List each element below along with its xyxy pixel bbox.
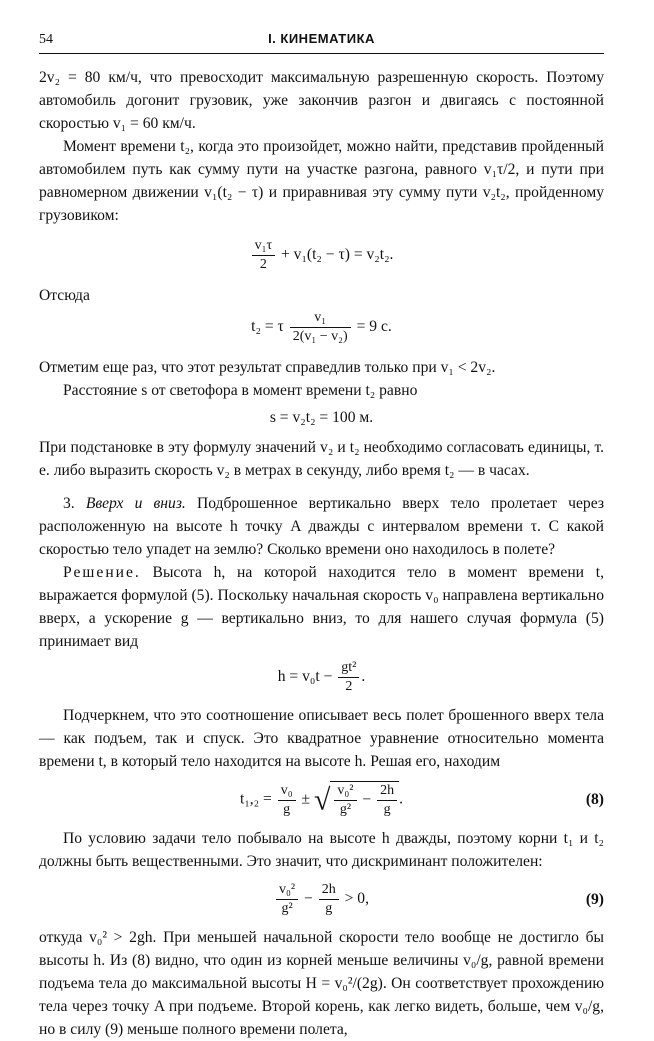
paragraph: По условию задачи тело побывало на высоте h дважды, поэтому корни t₁ и t₂ должны быть вещественными. Это значит, что дискриминант положителен:: [39, 830, 604, 870]
paragraph: 2v₂ = 80 км/ч, что превосходит максимальную разрешенную скорость. Поэтому автомобиль догонит грузовик, уже закончив разгон и двигаясь с постоянной скоростью v₁ = 60 км/ч.: [39, 69, 604, 132]
equation: [39, 408, 604, 428]
solution-text: Высота h, на которой находится тело в момент времени t, выражается формулой (5). Поскольку начальная скорость v₀ направлена вертикально вверх, а ускорение g — вертикально вниз, то для нашего случая формула (5) принимает вид: [39, 564, 604, 650]
denominator: 2: [259, 257, 267, 272]
equation-text: .: [361, 668, 366, 686]
radicand: [330, 781, 399, 819]
equation-number: (9): [585, 890, 604, 908]
numerator: 2h: [377, 782, 397, 801]
paragraph: Отсюда: [39, 287, 90, 304]
equation-text: h = v₀t −: [277, 668, 333, 686]
fraction: [377, 782, 397, 819]
plus-minus: ±: [301, 790, 311, 808]
fraction: [278, 782, 296, 819]
minus-sign: −: [362, 791, 372, 809]
numerator: v₁: [290, 309, 351, 328]
equation-text: t₁,₂ =: [239, 790, 272, 808]
denominator: g²: [339, 802, 352, 817]
denominator: g: [325, 901, 333, 916]
paragraph: откуда v₀² > 2gh. При меньшей начальной скорости тело вообще не достигло бы высоты h. Из (8) видно, что один из корней меньше величины v₀/g, равной времени подъема тела до максимальной высоты H = v₀²/(2g). Он соответствует прохождению тела через точку A при подъеме. Второй корень, как легко видеть, больше, чем v₀/g, но в силу (9) меньше полного времени полета,: [39, 929, 604, 1038]
equation-text: .: [399, 790, 404, 808]
minus-sign: −: [303, 890, 313, 908]
solution-label: Решение.: [63, 564, 141, 581]
page-header: [39, 31, 604, 54]
paragraph: При подстановке в эту формулу значений v₂ и t₂ необходимо согласовать единицы, т. е. либо выразить скорость v₂ в метрах в секунду, либо время t₂ — в часах.: [39, 439, 604, 479]
fraction: [319, 881, 339, 918]
problem-title: Вверх и вниз.: [85, 495, 186, 512]
equation: [39, 237, 604, 274]
equation-text: + v₁(t₂ − τ) = v₂t₂.: [280, 246, 394, 264]
fraction: [338, 659, 359, 696]
fraction: [334, 782, 356, 819]
radical-sign: √: [313, 783, 331, 817]
denominator: 2(v₁ − v₂): [292, 329, 348, 344]
equation: [39, 659, 604, 696]
problem-text: Подброшенное вертикально вверх тело пролетает через расположенную на высоте h точку A дважды с интервалом времени τ. С какой скоростью тело упадет на землю? Сколько времени оно находилось в полете?: [39, 495, 604, 558]
fraction: [290, 309, 351, 346]
equation-text: > 0,: [344, 890, 369, 908]
equation-text: t₂ = τ: [251, 318, 284, 336]
paragraph: Расстояние s от светофора в момент времени t₂ равно: [63, 382, 418, 399]
equation-text: s = v₂t₂ = 100 м.: [269, 409, 374, 426]
problem-number: 3.: [63, 495, 75, 512]
numerator: v₁τ: [252, 237, 276, 256]
square-root: [314, 781, 399, 819]
page-number: 54: [39, 32, 53, 47]
equation-number: (8): [585, 791, 604, 808]
denominator: g: [283, 801, 291, 817]
paragraph: Отметим еще раз, что этот результат справедлив только при v₁ < 2v₂.: [39, 359, 496, 376]
equation-text: = 9 с.: [356, 318, 392, 336]
paragraph: Подчеркнем, что это соотношение описывает весь полет брошенного вверх тела — как подъем, так и спуск. Это квадратное уравнение относительно момента времени t, в который тело находится на высоте h. Решая его, находим: [39, 707, 604, 770]
chapter-title: I. КИНЕМАТИКА: [268, 31, 375, 46]
denominator: g: [383, 802, 391, 817]
numerator: gt²: [338, 659, 359, 678]
equation: [39, 881, 604, 918]
denominator: g²: [281, 901, 293, 916]
paragraph: Момент времени t₂, когда это произойдет, можно найти, представив пройденный автомобилем путь как сумму пути на участке разгона, равного v₁τ/2, и пути при равномерном движении v₁(t₂ − τ) и приравнивая эту сумму пути v₂t₂, пройденному грузовиком:: [39, 138, 604, 224]
numerator: v₀²: [276, 881, 298, 900]
fraction: [252, 237, 276, 274]
equation: [39, 781, 604, 819]
problem-paragraph: [39, 492, 604, 561]
solution-paragraph: [39, 561, 604, 653]
denominator: 2: [345, 679, 353, 694]
numerator: 2h: [319, 881, 339, 900]
numerator: v₀: [278, 782, 296, 801]
numerator: v₀²: [334, 782, 356, 801]
equation: [39, 309, 604, 346]
fraction: [276, 881, 298, 918]
book-page: [39, 31, 604, 1041]
